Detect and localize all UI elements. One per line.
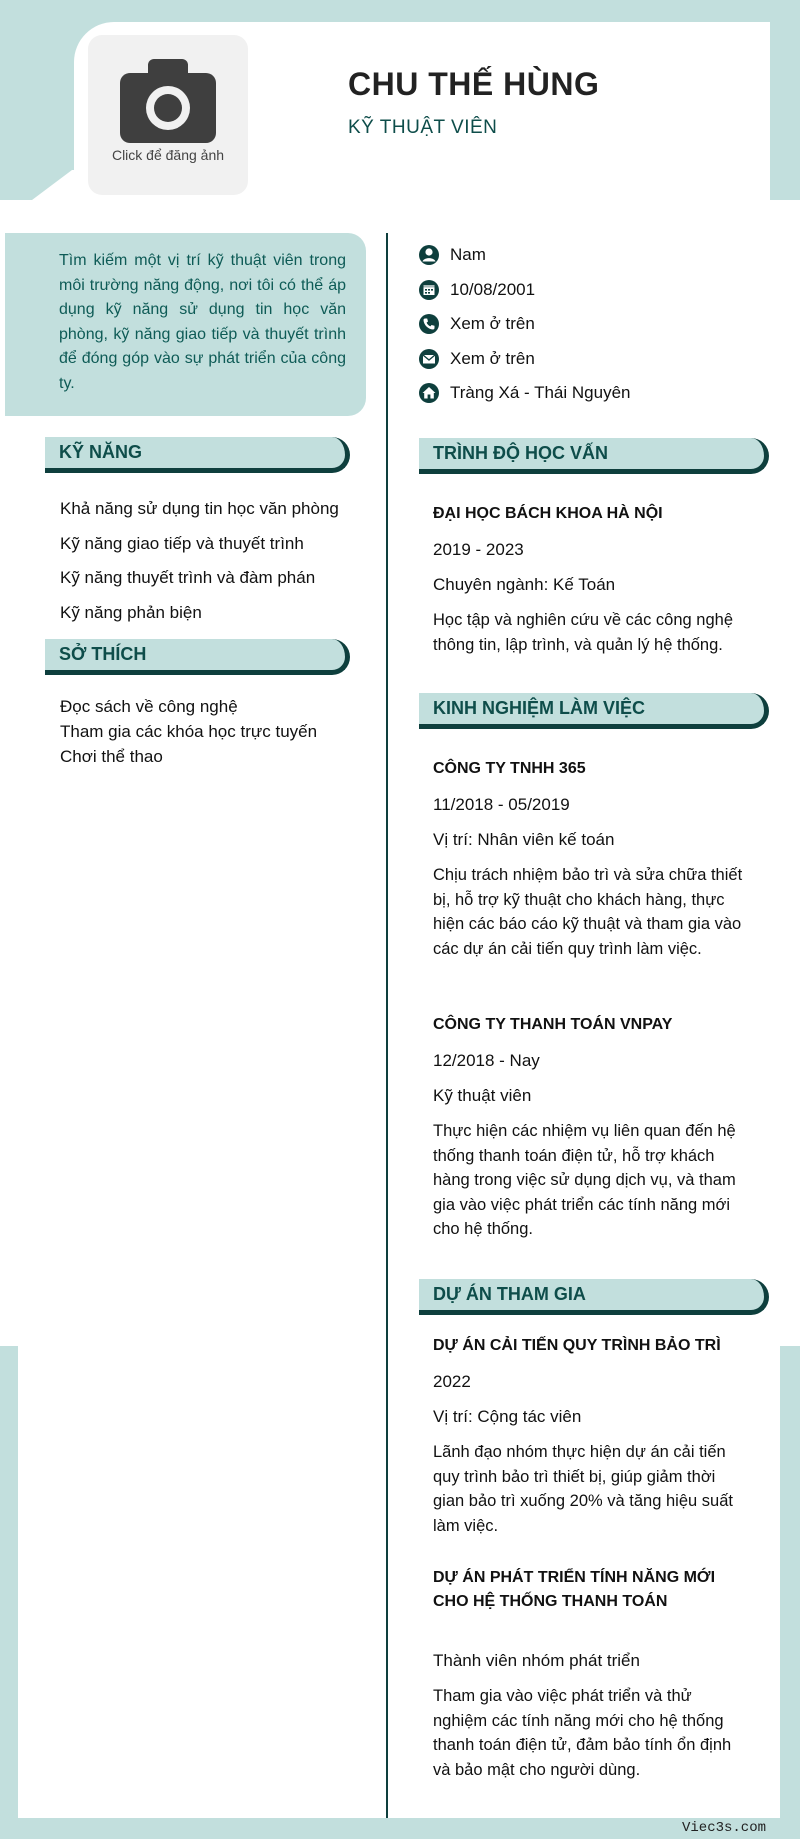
column-divider: [386, 233, 388, 1818]
frame-left-band: [0, 1346, 18, 1839]
frame-bottom-band: [0, 1818, 800, 1839]
calendar-icon: [418, 279, 440, 301]
objective-box: [5, 233, 366, 416]
education-entry: [433, 502, 748, 657]
experience-entry: [433, 1013, 748, 1242]
project-name: DỰ ÁN CẢI TIẾN QUY TRÌNH BẢO TRÌ: [433, 1337, 721, 1354]
skill-item: Kỹ năng phản biện: [60, 602, 202, 622]
section-title: SỞ THÍCH: [59, 644, 147, 664]
section-header-skills: [45, 437, 350, 473]
phone-icon: [418, 313, 440, 335]
project-name: DỰ ÁN PHÁT TRIỂN TÍNH NĂNG MỚI CHO HỆ THỐNG THANH TOÁN: [433, 1569, 716, 1610]
camera-icon: [120, 59, 216, 143]
contact-email: [418, 342, 630, 377]
project-role: Thành viên nhóm phát triển: [433, 1651, 640, 1670]
experience-position: Vị trí: Nhân viên kế toán: [433, 830, 615, 849]
contact-birthday: [418, 273, 630, 308]
project-description: Lãnh đạo nhóm thực hiện dự án cải tiến quy trình bảo trì thiết bị, giúp giảm thời gian bảo trì xuống 20% và tăng hiệu suất làm việc.: [433, 1443, 733, 1535]
watermark: Viec3s.com: [681, 1820, 766, 1836]
section-header-education: [419, 438, 769, 474]
frame-corner-decoration: [32, 160, 92, 200]
photo-upload[interactable]: [88, 35, 248, 195]
skill-item: Khả năng sử dụng tin học văn phòng: [60, 499, 339, 518]
project-description: Tham gia vào việc phát triển và thử nghiệm các tính năng mới cho hệ thống thanh toán điện tử, đảm bảo tính ổn định và bảo mật cho người dùng.: [433, 1687, 732, 1779]
education-major: Chuyên ngành: Kế Toán: [433, 575, 616, 594]
skill-item: Kỹ năng giao tiếp và thuyết trình: [60, 533, 304, 553]
section-title: KỸ NĂNG: [59, 442, 143, 462]
experience-period: 11/2018 - 05/2019: [433, 795, 570, 814]
job-title: KỸ THUẬT VIÊN: [348, 117, 498, 138]
hobby-item: Đọc sách về công nghệ: [60, 697, 238, 716]
project-entry: [433, 1334, 748, 1538]
hobbies-list: [60, 694, 370, 769]
education-description: Học tập và nghiên cứu về các công nghệ thông tin, lập trình, và quản lý hệ thống.: [433, 611, 733, 654]
experience-period: 12/2018 - Nay: [433, 1051, 540, 1070]
company-name: CÔNG TY THANH TOÁN VNPAY: [433, 1016, 673, 1033]
section-title: TRÌNH ĐỘ HỌC VẤN: [433, 443, 608, 463]
frame-right-band: [780, 1346, 800, 1839]
home-icon: [418, 382, 440, 404]
contact-list: [418, 238, 630, 411]
school-name: ĐẠI HỌC BÁCH KHOA HÀ NỘI: [433, 505, 663, 522]
section-header-experience: [419, 693, 769, 729]
user-icon: [418, 244, 440, 266]
experience-position: Kỹ thuật viên: [433, 1086, 532, 1105]
section-header-hobbies: [45, 639, 350, 675]
address-value: Tràng Xá - Thái Nguyên: [450, 383, 631, 403]
project-role: Vị trí: Cộng tác viên: [433, 1407, 582, 1426]
candidate-name: CHU THẾ HÙNG: [348, 66, 600, 102]
project-entry: [433, 1566, 748, 1782]
experience-description: Chịu trách nhiệm bảo trì và sửa chữa thiết bị, hỗ trợ kỹ thuật cho khách hàng, thực hiện các báo cáo kỹ thuật và tham gia vào các dự án cải tiến quy trình làm việc.: [433, 866, 743, 958]
hobby-item: Chơi thể thao: [60, 747, 163, 766]
birthday-value: 10/08/2001: [450, 279, 536, 299]
education-period: 2019 - 2023: [433, 540, 524, 559]
project-year: 2022: [433, 1372, 471, 1391]
section-header-projects: [419, 1279, 769, 1315]
phone-value: Xem ở trên: [450, 314, 535, 334]
contact-address: [418, 376, 630, 411]
objective-text: Tìm kiếm một vị trí kỹ thuật viên trong môi trường năng động, nơi tôi có thể áp dụng kỹ năng sử dụng tin học văn phòng, kỹ năng giao tiếp và thuyết trình để đóng góp vào sự phát triển của công ty.: [59, 252, 346, 392]
section-title: DỰ ÁN THAM GIA: [433, 1284, 586, 1304]
experience-entry: [433, 757, 748, 961]
contact-phone: [418, 307, 630, 342]
experience-description: Thực hiện các nhiệm vụ liên quan đến hệ thống thanh toán điện tử, hỗ trợ khách hàng trong việc sử dụng dịch vụ, và tham gia vào việc phát triển các tính năng mới cho hệ thống.: [433, 1122, 736, 1239]
contact-gender: [418, 238, 630, 273]
email-icon: [418, 348, 440, 370]
email-value: Xem ở trên: [450, 348, 535, 368]
skill-item: Kỹ năng thuyết trình và đàm phán: [60, 568, 316, 587]
company-name: CÔNG TY TNHH 365: [433, 760, 586, 777]
hobby-item: Tham gia các khóa học trực tuyến: [60, 722, 318, 741]
section-title: KINH NGHIỆM LÀM VIỆC: [433, 698, 646, 718]
photo-upload-label: Click để đăng ảnh: [111, 147, 225, 163]
gender-value: Nam: [450, 245, 486, 265]
skills-list: [60, 492, 370, 630]
